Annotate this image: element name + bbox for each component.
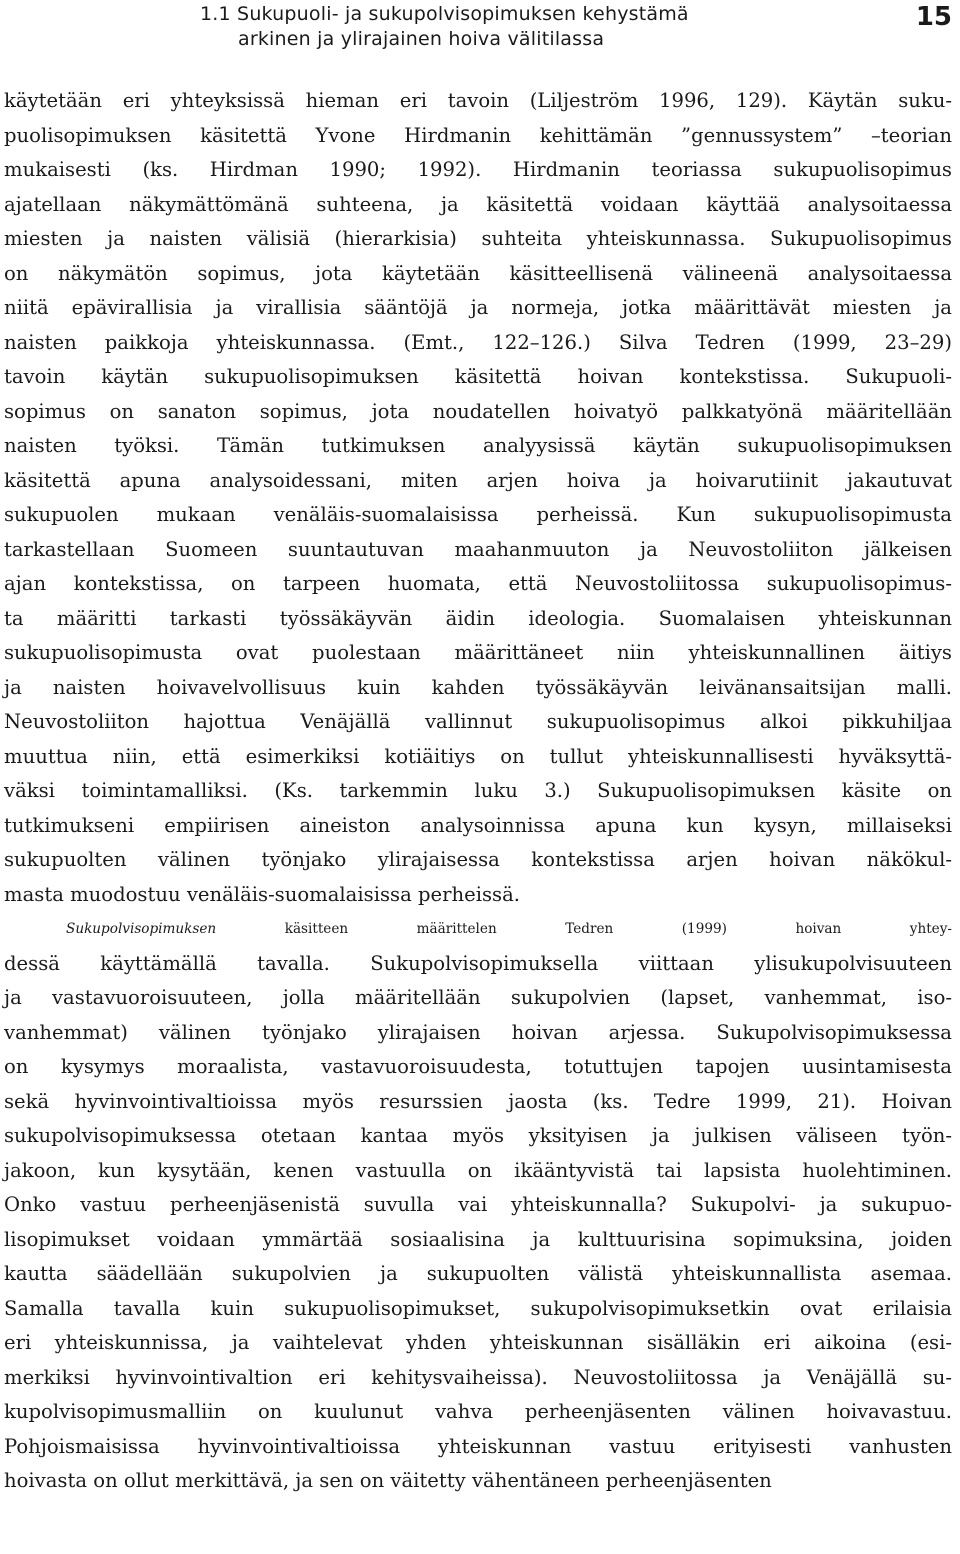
text-line-content: jakoon, kun kysytään, kenen vastuulla on ikääntyvistä tai lapsista huolehtiminen. [4,1158,952,1182]
running-header [200,2,760,52]
text-line [4,774,952,809]
text-line-content: muuttua niin, että esimerkiksi kotiäitiys on tullut yhteiskunnallisesti hyväksyttä- [4,744,952,768]
text-line-content: Pohjoismaisissa hyvinvointivaltioissa yhteiskunnan vastuu erityisesti vanhusten [4,1434,952,1458]
text-line [4,222,952,257]
text-line-content: lisopimukset voidaan ymmärtää sosiaalisina ja kulttuurisina sopimuksina, joiden [4,1227,952,1251]
text-line [4,636,952,671]
text-line-content: merkiksi hyvinvointivaltion eri kehitysvaiheissa). Neuvostoliitossa ja Venäjällä su- [4,1365,952,1389]
text-line [4,464,952,499]
text-line [4,119,952,154]
text-line [4,360,952,395]
text-line-content: kautta säädellään sukupolvien ja sukupuolten välistä yhteiskunnallista asemaa. [4,1262,952,1285]
text-line-content: mukaisesti (ks. Hirdman 1990; 1992). Hirdmanin teoriassa sukupuolisopimus [4,158,952,181]
text-line [4,1016,952,1051]
text-line [4,1361,952,1396]
text-line [4,291,952,326]
text-line-content: ta määritti tarkasti työssäkäyvän äidin ideologia. Suomalaisen yhteiskunnan [4,606,952,630]
text-line [4,1257,952,1292]
text-line-content: sukupuolten välinen työnjako ylirajaisessa kontekstissa arjen hoivan näkökul- [4,848,952,871]
text-line-content: sukupolvisopimuksessa otetaan kantaa myös yksityisen ja julkisen väliseen työn- [4,1124,952,1147]
text-line [4,1050,952,1085]
text-line [4,947,952,982]
text-line-content: on kysymys moraalista, vastavuoroisuudesta, totuttujen tapojen uusintamisesta [4,1055,952,1078]
text-line-content: on näkymätön sopimus, jota käytetään käsitteellisenä välineenä analysoitaessa [4,261,952,285]
text-line-content: Neuvostoliiton hajottua Venäjällä vallinnut sukupuolisopimus alkoi pikkuhiljaa [4,710,952,733]
text-line-content: tarkastellaan Suomeen suuntautuvan maahanmuuton ja Neuvostoliiton jälkeisen [4,537,952,561]
text-line-content: ajan kontekstissa, on tarpeen huomata, että Neuvostoliitossa sukupuolisopimus- [4,572,952,595]
text-line-content: ja naisten hoivavelvollisuus kuin kahden työssäkäyvän leivänansaitsijan malli. [4,675,952,699]
text-line [4,1395,952,1430]
text-line-content: vanhemmat) välinen työnjako ylirajaisen hoivan arjessa. Sukupolvisopimuksessa [4,1020,952,1044]
text-line [4,1223,952,1258]
body-text [4,84,952,1499]
text-line-content: miesten ja naisten välisiä (hierarkisia) suhteita yhteiskunnassa. Sukupuolisopimus [4,227,952,250]
text-line-content: hoivasta on ollut merkittävä, ja sen on väitetty vähentäneen perheenjäsenten [4,1469,772,1492]
text-line [4,153,952,188]
text-line [4,671,952,706]
running-header-line-2: arkinen ja ylirajainen hoiva välitilassa [238,28,605,50]
text-line [4,1154,952,1189]
text-line [4,84,952,119]
paragraph [4,912,952,1499]
text-line [4,257,952,292]
text-line [4,395,952,430]
text-line-content: dessä käyttämällä tavalla. Sukupolvisopimuksella viittaan ylisukupolvisuuteen [4,951,952,975]
text-line-content: ajatellaan näkymättömänä suhteena, ja käsitettä voidaan käyttää analysoitaessa [4,192,952,216]
text-line-content: naisten työksi. Tämän tutkimuksen analyysissä käytän sukupuolisopimuksen [4,434,952,457]
text-line [4,1292,952,1327]
text-line [4,326,952,361]
text-line [4,843,952,878]
text-line-content: käsitteen määrittelen Tedren (1999) hoivan yhtey- [216,921,952,937]
text-line-content: väksi toimintamalliksi. (Ks. tarkemmin luku 3.) Sukupuolisopimuksen käsite on [4,779,952,802]
text-line [4,878,952,913]
text-line [4,1430,952,1465]
text-line [4,567,952,602]
page-number: 15 [915,2,952,32]
text-line-content: käsitettä apuna analysoidessani, miten arjen hoiva ja hoivarutiinit jakautuvat [4,468,952,492]
text-line [4,912,952,947]
text-line [4,429,952,464]
text-line-content: puolisopimuksen käsitettä Yvone Hirdmanin kehittämän ”gennussystem” –teorian [4,123,952,147]
text-line-content: tavoin käytän sukupuolisopimuksen käsitettä hoivan kontekstissa. Sukupuoli- [4,365,952,388]
text-line [4,1119,952,1154]
text-line-content: masta muodostuu venäläis-suomalaisissa perheissä. [4,882,520,906]
text-line-content: sopimus on sanaton sopimus, jota noudatellen hoivatyö palkkatyönä määritellään [4,399,952,423]
text-line [4,1464,952,1499]
text-line [4,981,952,1016]
text-line-content: tutkimukseni empiirisen aineiston analysoinnissa apuna kun kysyn, millaiseksi [4,813,952,837]
text-line [4,809,952,844]
running-header-line-1: 1.1 Sukupuoli- ja sukupolvisopimuksen kehystämä [200,3,689,25]
text-line-content: kupolvisopimusmalliin on kuulunut vahva perheenjäsenten välinen hoivavastuu. [4,1400,952,1423]
text-line-content: Onko vastuu perheenjäsenistä suvulla vai yhteiskunnalla? Sukupolvi- ja sukupuo- [4,1193,952,1216]
text-line-content: Samalla tavalla kuin sukupuolisopimukset, sukupolvisopimuksetkin ovat erilaisia [4,1296,952,1320]
text-line-content: niitä epävirallisia ja virallisia sääntöjä ja normeja, jotka määrittävät miesten ja [4,296,952,319]
text-line-content: ja vastavuoroisuuteen, jolla määritellään sukupolvien (lapset, vanhemmat, iso- [4,986,952,1009]
text-line-content: sukupuolen mukaan venäläis-suomalaisissa perheissä. Kun sukupuolisopimusta [4,503,952,526]
text-line-content: sukupuolisopimusta ovat puolestaan määrittäneet niin yhteiskunnallinen äitiys [4,641,952,664]
text-line-content: sekä hyvinvointivaltioissa myös resurssien jaosta (ks. Tedre 1999, 21). Hoivan [4,1089,952,1113]
text-line [4,533,952,568]
text-line [4,1188,952,1223]
text-line [4,498,952,533]
text-line [4,602,952,637]
text-line-content: naisten paikkoja yhteiskunnassa. (Emt., 122–126.) Silva Tedren (1999, 23–29) [4,330,952,354]
text-line-content: käytetään eri yhteyksissä hieman eri tavoin (Liljeström 1996, 129). Käytän suku- [4,89,952,112]
text-line [4,705,952,740]
italic-term: Sukupolvisopimuksen [66,921,217,937]
text-line [4,1085,952,1120]
paragraph [4,84,952,912]
text-line [4,188,952,223]
text-line-content: eri yhteiskunnissa, ja vaihtelevat yhden yhteiskunnan sisälläkin eri aikoina (esi- [4,1331,952,1354]
text-line [4,1326,952,1361]
text-line [4,740,952,775]
